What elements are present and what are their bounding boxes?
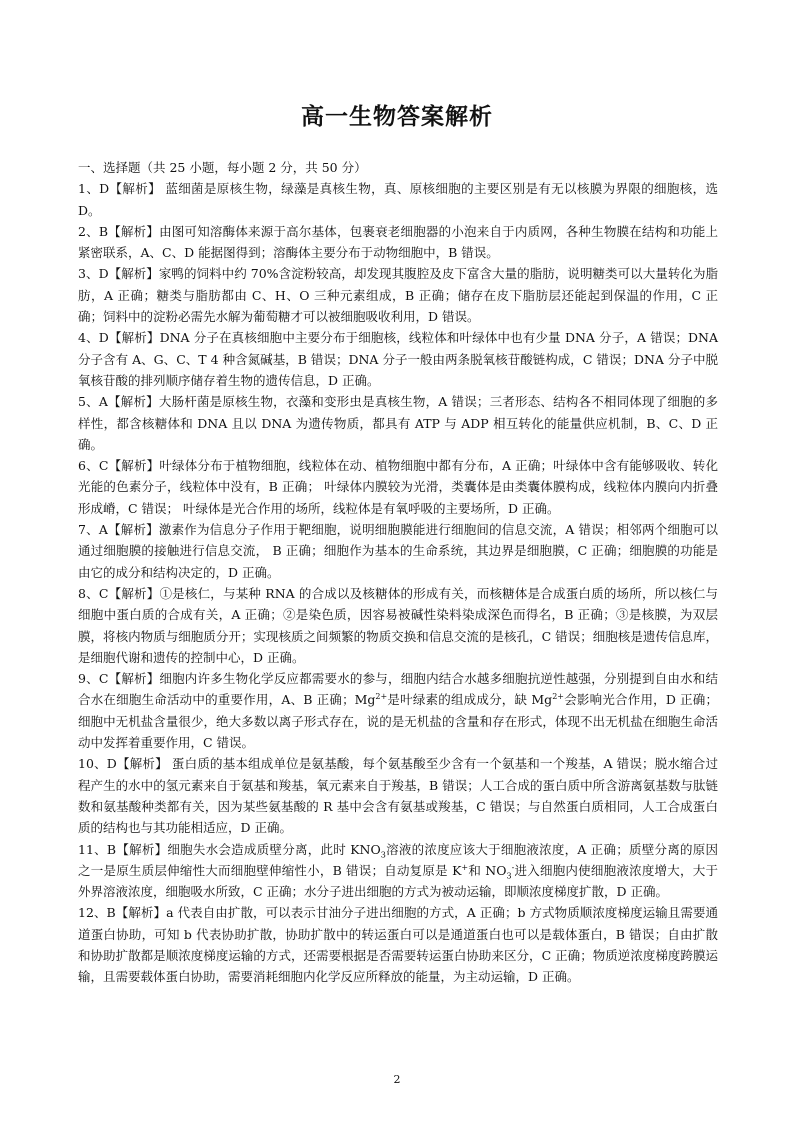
subscript: 3 xyxy=(506,871,512,881)
superscript: 2+ xyxy=(375,692,388,702)
answer-item-9-text-2: 是叶绿素的组成成分，缺 Mg xyxy=(387,692,553,708)
answer-item-11-text-4: 进入细胞内使细胞液浓度增大，大于外界溶液浓度，细胞吸水所致，C 正确；水分子进出细胞的方式为被动运输，即顺浓度梯度扩散，D 正确。 xyxy=(78,862,718,900)
superscript: 2+ xyxy=(552,692,564,702)
answer-item-4: 4、D【解析】DNA 分子在真核细胞中主要分布于细胞核，线粒体和叶绿体中也有少量 DNA 分子，A 错误；DNA 分子含有 A、G、C、T 4 种含氮碱基，B 错误；DNA 分子一般由两条脱氧核苷酸链构成，C 错误；DNA 分子中脱氧核苷酸的排列顺序储存着生物的遗传信息，D 正确。 xyxy=(78,330,718,388)
answer-item-3: 3、D【解析】家鸭的饲料中约 70%含淀粉较高，却发现其腹腔及皮下富含大量的脂肪，说明糖类可以大量转化为脂肪，A 正确；糖类与脂肪都由 C、H、O 三种元素组成，B 正确；储存在皮下脂肪层还能起到保温的作用，C 正确；饲料中的淀粉必需先水解为葡萄糖才可以被细胞吸收利用，D 错误。 xyxy=(78,266,718,325)
answer-item-9-text-1: 9、C【解析】细胞内许多生物化学反应都需要水的参与，细胞内结合水越多细胞抗逆性越强，分别提到自由水和结合水在细胞生命活动中的重要作用，A、B 正确；Mg xyxy=(78,671,718,708)
answer-item-7: 7、A【解析】激素作为信息分子作用于靶细胞，说明细胞膜能进行细胞间的信息交流，A 错误；相邻两个细胞可以通过细胞膜的接触进行信息交流， B 正确；细胞作为基本的生命系统，其边界是细胞膜，C 正确；细胞膜的功能是由它的成分和结构决定的，D 正确。 xyxy=(78,522,718,580)
answer-item-9-text-3: 会影响光合作用，D 正确；细胞中无机盐含量很少，绝大多数以离子形式存在，说的是无机盐的含量和存在形式，体现不出无机盐在细胞生命活动中发挥着重要作用，C 错误。 xyxy=(78,692,718,751)
subscript: 3 xyxy=(380,850,386,859)
superscript: - xyxy=(511,862,515,872)
answer-item-2: 2、B【解析】由图可知溶酶体来源于高尔基体，包裹衰老细胞器的小泡来自于内质网，各种生物膜在结构和功能上紧密联系，A、C、D 能据图得到；溶酶体主要分布于动物细胞中，B 错误。 xyxy=(78,223,718,261)
answer-item-6: 6、C【解析】叶绿体分布于植物细胞，线粒体在动、植物细胞中都有分布，A 正确；叶绿体中含有能够吸收、转化光能的色素分子，线粒体中没有，B 正确； 叶绿体内膜较为光滑，类囊体是由类囊体膜构成，线粒体内膜向内折叠形成嵴，C 错误； 叶绿体是光合作用的场所，线粒体是有氧呼吸的主要场所，D 正确。 xyxy=(78,458,718,516)
answer-item-9 xyxy=(78,668,718,753)
answer-item-5: 5、A【解析】大肠杆菌是原核生物，衣藻和变形虫是真核生物，A 错误；三者形态、结构各不相同体现了细胞的多样性，都含核糖体和 DNA 且以 DNA 为遗传物质，都具有 ATP 与 ADP 相互转化的能量供应机制，B、C、D 正确。 xyxy=(78,394,718,452)
section-heading: 一、选择题（共 25 小题，每小题 2 分，共 50 分） xyxy=(78,160,367,175)
answer-item-1: 1、D【解析】 蓝细菌是原核生物，绿藻是真核生物，真、原核细胞的主要区别是有无以核膜为界限的细胞核，选 D。 xyxy=(78,181,718,218)
answer-item-11-text-2: 溶液的浓度应该大于细胞液浓度，A 正确；质壁分离的原因之一是原生质层伸缩性大而细胞壁伸缩性小，B 错误；自动复原是 K xyxy=(78,841,718,878)
answer-item-12: 12、B【解析】a 代表自由扩散，可以表示甘油分子进出细胞的方式，A 正确；b 方式物质顺浓度梯度运输且需要通道蛋白协助，可知 b 代表协助扩散，协助扩散中的转运蛋白可以是通道蛋白也可以是载体蛋白，B 错误；自由扩散和协助扩散都是顺浓度梯度运输的方式，还需要根据是否需要转运蛋白协助来区分，C 正确；物质逆浓度梯度跨膜运输，且需要载体蛋白协助，需要消耗细胞内化学反应所释放的能量，为主动运输，D 正确。 xyxy=(78,905,718,985)
answer-item-11-text-3: 和 NO xyxy=(468,862,507,878)
answer-item-10: 10、D【解析】 蛋白质的基本组成单位是氨基酸，每个氨基酸至少含有一个氨基和一个羧基，A 错误；脱水缩合过程产生的水中的氢元素来自于氨基和羧基，氧元素来自于羧基，B 错误；人工合成的蛋白质中所含游离氨基数与肽链数和氨基酸种类都有关，因为某些氨基酸的 R 基中会含有氨基或羧基，C 错误；与自然蛋白质相同，人工合成蛋白质的结构也与其功能相适应，D 正确。 xyxy=(78,756,718,836)
page-number: 2 xyxy=(393,1073,401,1086)
answer-item-11-text-1: 11、B【解析】细胞失水会造成质壁分离，此时 KNO xyxy=(78,841,381,857)
answer-item-8: 8、C【解析】①是核仁，与某种 RNA 的合成以及核糖体的形成有关，而核糖体是合成蛋白质的场所，所以核仁与细胞中蛋白质的合成有关，A 正确；②是染色质，因容易被碱性染料染成深色而得名，B 正确；③是核膜，为双层膜，将核内物质与细胞质分开；实现核质之间频繁的物质交换和信息交流的是核孔，C 错误；细胞核是遗传信息库，是细胞代谢和遗传的控制中心，D 正确。 xyxy=(78,585,718,665)
answer-content xyxy=(78,157,718,988)
answer-item-11 xyxy=(78,839,718,903)
page-title: 高一生物答案解析 xyxy=(301,104,493,130)
superscript: + xyxy=(461,862,469,872)
